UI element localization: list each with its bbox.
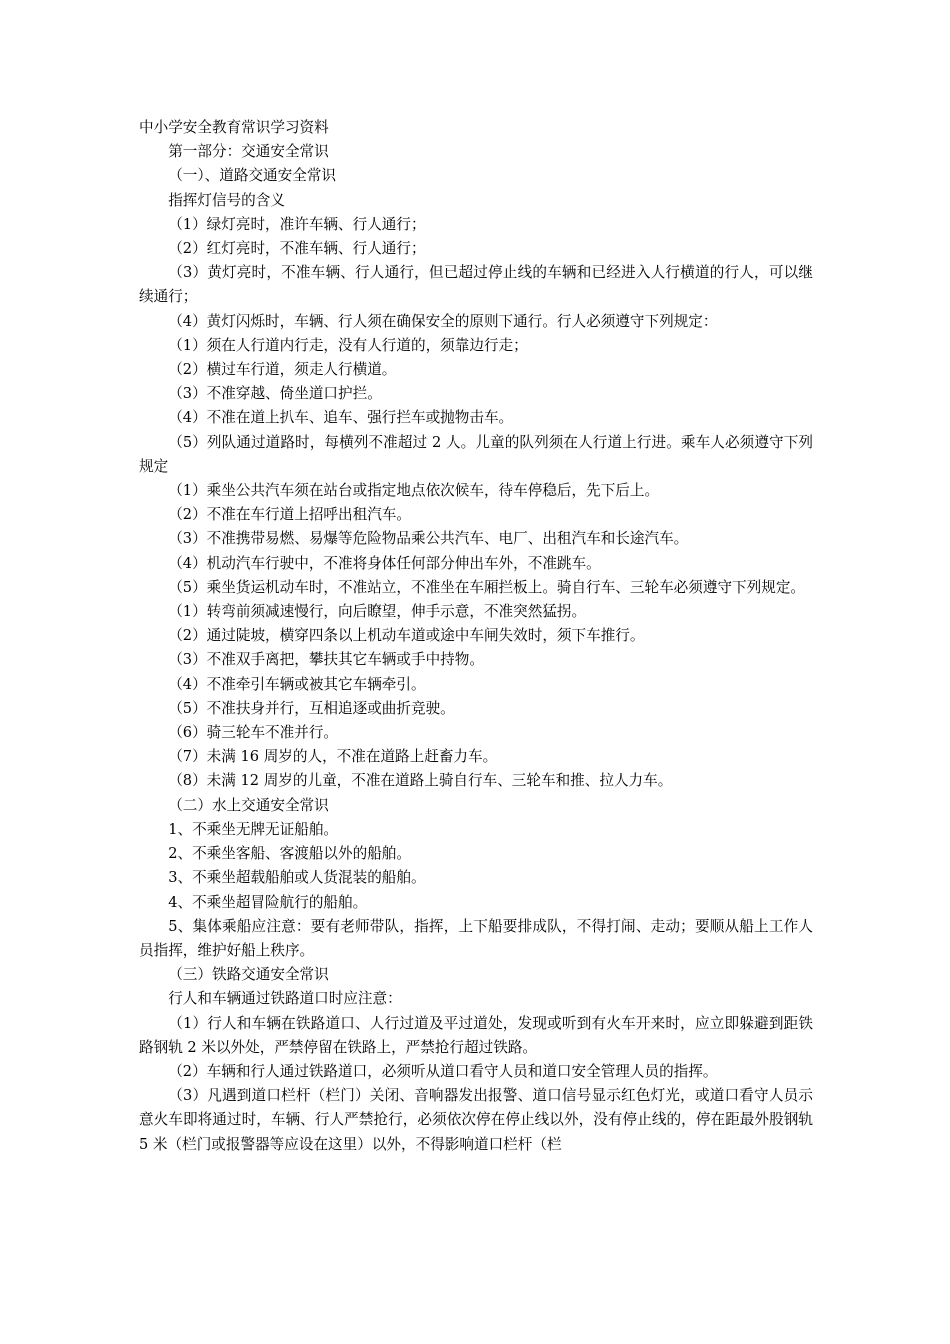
document-body <box>139 116 813 1157</box>
paragraph: 4、不乘坐超冒险航行的船舶。 <box>168 893 368 911</box>
paragraph: （1）行人和车辆在铁路道口、人行过道及平过道处，发现或听到有火车开来时，应立即躲避到距铁路钢轨 2 米以外处，严禁停留在铁路上，严禁抢行超过铁路。 <box>139 1014 813 1056</box>
paragraph: （一）、道路交通安全常识 <box>168 167 337 185</box>
paragraph: （4）机动汽车行驶中，不准将身体任何部分伸出车外，不准跳车。 <box>168 554 601 572</box>
paragraph-list <box>139 140 813 1157</box>
paragraph: （8）未满 12 周岁的儿童，不准在道路上骑自行车、三轮车和推、拉人力车。 <box>168 772 673 790</box>
paragraph: （2）车辆和行人通过铁路道口，必须听从道口看守人员和道口安全管理人员的指挥。 <box>168 1062 718 1080</box>
paragraph: （5）不准扶身并行，互相追逐或曲折竞驶。 <box>168 699 455 717</box>
paragraph: 第一部分：交通安全常识 <box>168 143 329 161</box>
paragraph: （3）凡遇到道口栏杆（栏门）关闭、音响器发出报警、道口信号显示红色灯光，或道口看守人员示意火车即将通过时，车辆、行人严禁抢行，必须依次停在停止线以外，没有停止线的，停在距最外股钢轨 5 米（栏门或报警器等应设在这里）以外，不得影响道口栏杆（栏 <box>139 1087 813 1153</box>
paragraph: （3）不准穿越、倚坐道口护拦。 <box>168 385 382 403</box>
paragraph: 5、集体乘船应注意：要有老师带队，指挥，上下船要排成队，不得打闹、走动；要顺从船上工作人员指挥，维护好船上秩序。 <box>139 917 813 959</box>
paragraph: （三）铁路交通安全常识 <box>168 966 329 984</box>
paragraph: （3）不准双手离把，攀扶其它车辆或手中持物。 <box>168 651 484 669</box>
document-title: 中小学安全教育常识学习资料 <box>139 119 329 136</box>
paragraph: （二）水上交通安全常识 <box>168 796 329 814</box>
paragraph: （1）乘坐公共汽车须在站台或指定地点依次候车，待车停稳后，先下后上。 <box>168 482 660 500</box>
paragraph: （4）不准牵引车辆或被其它车辆牵引。 <box>168 675 426 693</box>
paragraph: （3）黄灯亮时，不准车辆、行人通行，但已超过停止线的车辆和已经进入人行横道的行人，可以继续通行； <box>139 264 813 306</box>
paragraph: （7）未满 16 周岁的人，不准在道路上赶畜力车。 <box>168 748 498 766</box>
paragraph: （1）绿灯亮时，准许车辆、行人通行； <box>168 215 426 233</box>
paragraph: （4）不准在道上扒车、追车、强行拦车或抛物击车。 <box>168 409 514 427</box>
paragraph: 1、不乘坐无牌无证船舶。 <box>168 820 339 838</box>
paragraph: （5）列队通过道路时，每横列不准超过 2 人。儿童的队列须在人行道上行进。乘车人必须遵守下列规定 <box>139 433 813 475</box>
paragraph: （1）须在人行道内行走，没有人行道的，须靠边行走； <box>168 336 528 354</box>
paragraph: 3、不乘坐超载船舶或人货混装的船舶。 <box>168 869 426 887</box>
paragraph: （4）黄灯闪烁时，车辆、行人须在确保安全的原则下通行。行人必须遵守下列规定： <box>168 312 718 330</box>
paragraph: （3）不准携带易燃、易爆等危险物品乘公共汽车、电厂、出租汽车和长途汽车。 <box>168 530 689 548</box>
paragraph: （5）乘坐货运机动车时，不准站立，不准坐在车厢拦板上。骑自行车、三轮车必须遵守下列规定。 <box>168 578 806 596</box>
paragraph: （2）横过车行道，须走人行横道。 <box>168 361 397 379</box>
paragraph: 2、不乘坐客船、客渡船以外的船舶。 <box>168 845 411 863</box>
paragraph: （2）通过陡坡，横穿四条以上机动车道或途中车闸失效时，须下车推行。 <box>168 627 645 645</box>
paragraph: （1）转弯前须减速慢行，向后瞭望，伸手示意，不准突然猛拐。 <box>168 603 587 621</box>
paragraph: 行人和车辆通过铁路道口时应注意： <box>168 990 402 1008</box>
paragraph: （2）红灯亮时，不准车辆、行人通行； <box>168 240 426 258</box>
paragraph: （6）骑三轮车不准并行。 <box>168 724 339 742</box>
paragraph: （2）不准在车行道上招呼出租汽车。 <box>168 506 411 524</box>
paragraph: 指挥灯信号的含义 <box>168 191 285 209</box>
